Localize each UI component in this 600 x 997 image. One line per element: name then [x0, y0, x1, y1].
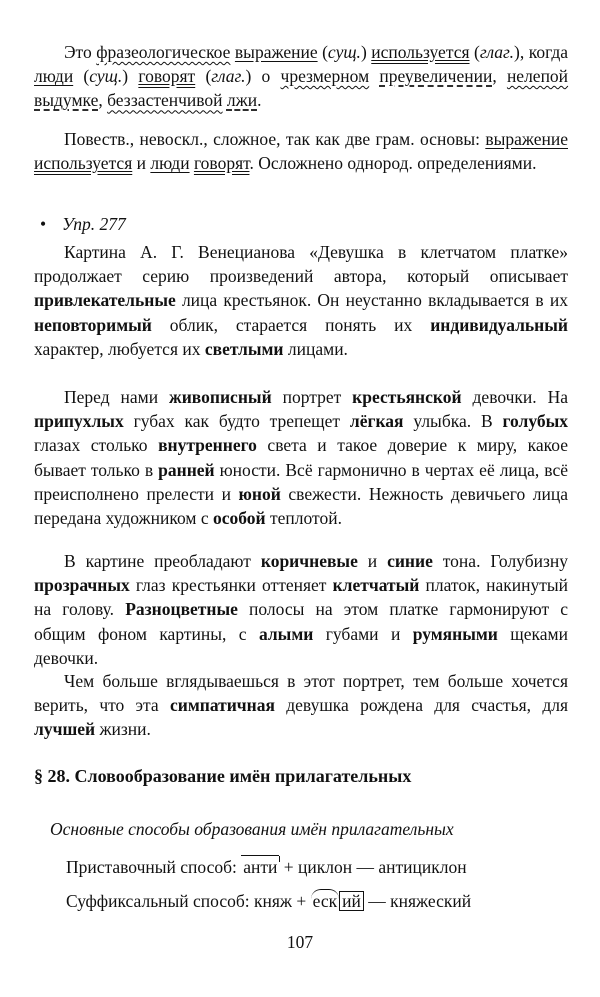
adjective: алыми: [258, 623, 314, 644]
paragraph-exercise-4: Чем больше вглядываешься в этот портрет, тем больше хочется верить, что эта симпатичная девушка рождена для счастья, для лучшей жизни.: [34, 671, 569, 740]
predicate-word: используется: [34, 153, 133, 174]
adjective: припухлых: [34, 411, 124, 432]
adjective: симпатичная: [169, 695, 275, 716]
adjective: голубых: [502, 411, 568, 432]
adjective: синие: [387, 551, 433, 571]
grammar-note: сущ.: [327, 42, 361, 62]
adjective: индивидуальный: [430, 314, 568, 335]
object-word: лжи: [226, 90, 258, 111]
adjective: юной: [238, 483, 281, 504]
adjective: лёгкая: [349, 411, 404, 432]
adjective: привлекательные: [34, 290, 176, 311]
attribute-word: фразеологическое: [96, 42, 231, 62]
prefix-method-line: Приставочный способ: анти + циклон — антициклон: [66, 857, 467, 877]
bullet-icon: •: [40, 214, 47, 234]
adjective: румяными: [412, 623, 498, 644]
section-heading: § 28. Словообразование имён прилагательных: [34, 766, 412, 786]
grammar-note: сущ.: [89, 66, 123, 87]
grammar-note: глаг.: [211, 66, 246, 87]
adjective: прозрачных: [34, 575, 130, 596]
subject-word: люди: [34, 66, 74, 87]
ending-morpheme: ий: [339, 891, 364, 911]
predicate-word: говорят: [138, 66, 196, 87]
paragraph-exercise-3: В картине преобладают коричневые и синие тона. Голубизну прозрачных глаз крестьянки оттеняет клетчатый платок, накинутый на голову. Разноцветные полосы на этом платке гармонируют с общим фоном картины, с алыми губами и румяными щеками девочки.: [34, 551, 569, 668]
adjective: неповторимый: [34, 314, 152, 335]
paragraph-exercise-2: Перед нами живописный портрет крестьянской девочки. На припухлых губах как будто трепещет лёгкая улыбка. В голубых глазах столько внутреннего света и такое доверие к миру, какое бывает только в ранней юности. Всё гармонично в чертах её лица, всё преисполнено прелести и юной свежести. Нежность девичьего лица передана художником с особой теплотой.: [34, 387, 569, 529]
prefix-morpheme: анти: [243, 857, 278, 877]
paragraph-exercise-1: Картина А. Г. Венецианова «Девушка в клетчатом платке» продолжает серию произведений автора, который описывает привлекательные лица крестьянок. Он неустанно вкладывается в их неповторимый облик, старается понять их индивидуальный характер, любуется их светлыми лицами.: [34, 242, 568, 359]
subject-word: выражение: [485, 129, 568, 149]
paragraph-phrase-analysis: Это фразеологическое выражение (сущ.) используется (глаг.), когда люди (сущ.) говорят (глаг.) о чрезмерном преувеличении, нелепой выдумке, беззастенчивой лжи.: [34, 42, 569, 111]
attribute-word: беззастенчивой: [107, 90, 223, 111]
subject-word: люди: [150, 153, 190, 174]
paragraph-sentence-characteristics: Повеств., невоскл., сложное, так как две грам. основы: выражение используется и люди говорят. Осложнено однород. определениями.: [34, 129, 568, 174]
adjective: живописный: [169, 387, 272, 407]
suffix-morpheme: еск: [312, 891, 338, 911]
grammar-note: глаг.: [479, 42, 515, 62]
adjective: клетчатый: [332, 575, 420, 596]
suffix-method-line: Суффиксальный способ: княж + еск ий — княжеский: [66, 891, 472, 911]
adjective: коричневые: [260, 551, 358, 571]
subject-word: выражение: [234, 42, 318, 62]
object-word: выдумке: [34, 90, 99, 111]
object-word: преувеличении: [379, 66, 493, 87]
adjective: светлыми: [204, 338, 284, 359]
attribute-word: нелепой: [506, 66, 569, 87]
adjective: ранней: [158, 459, 215, 480]
adjective: Разноцветные: [125, 599, 238, 620]
adjective: лучшей: [34, 719, 96, 740]
section-subheading: Основные способы образования имён прилагательных: [50, 819, 454, 839]
text: Это: [64, 42, 97, 62]
exercise-number: Упр. 277: [62, 214, 126, 234]
exercise-label: [40, 212, 574, 236]
predicate-word: используется: [371, 42, 470, 62]
predicate-word: говорят: [193, 153, 250, 174]
page-number: 107: [286, 932, 314, 952]
adjective: крестьянской: [352, 387, 462, 407]
adjective: особой: [213, 508, 266, 529]
adjective: внутреннего: [158, 435, 257, 456]
attribute-word: чрезмерном: [280, 66, 370, 87]
